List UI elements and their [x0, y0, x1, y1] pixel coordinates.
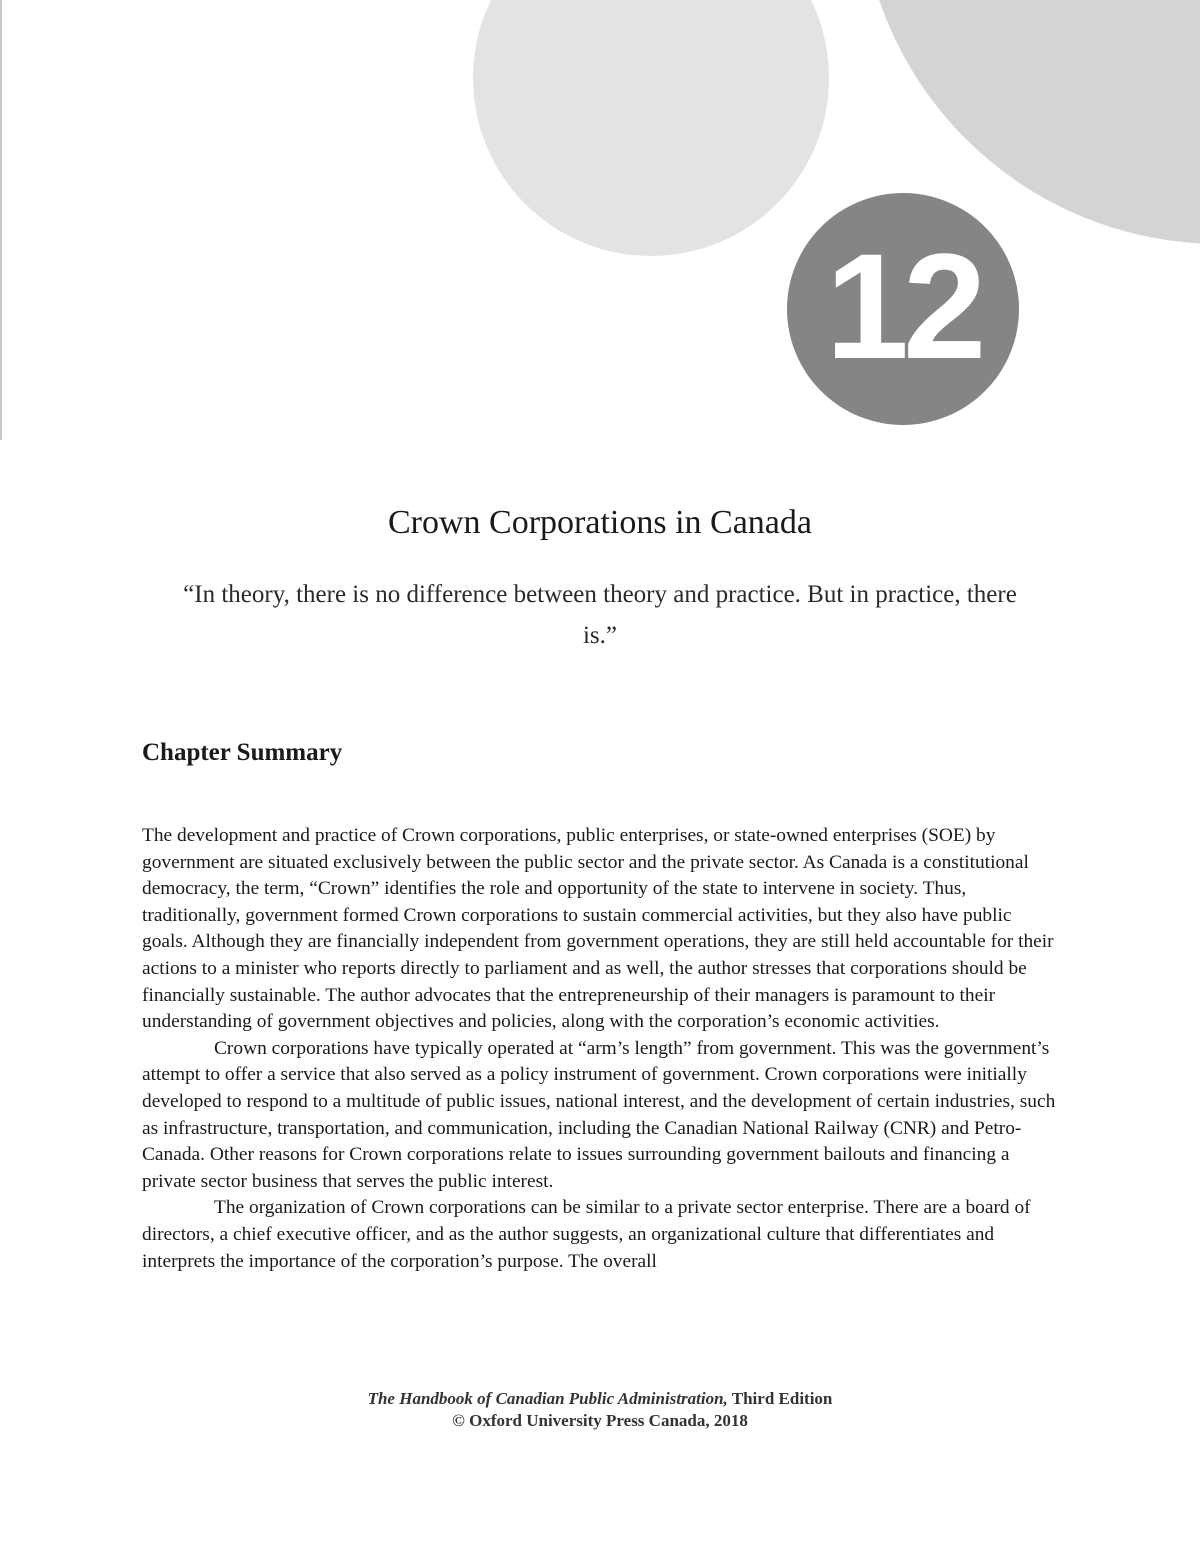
- summary-paragraph-2: Crown corporations have typically operated at “arm’s length” from government. This was the government’s attempt to offer a service that also served as a policy instrument of government. Crown corporations were initially developed to respond to a multitude of public issues, national interest, and the development of certain industries, such as infrastructure, transportation, and communication, including the Canadian National Railway (CNR) and Petro-Canada. Other reasons for Crown corporations relate to issues surrounding government bailouts and financing a private sector business that serves the public interest.: [142, 1037, 1056, 1192]
- chapter-number-badge: [787, 193, 1019, 425]
- chapter-summary-body: [142, 823, 1060, 1275]
- chapter-epigraph: “In theory, there is no difference between theory and practice. But in practice, there is.”: [183, 581, 1017, 649]
- footer-book-title: The Handbook of Canadian Public Administration,: [367, 1389, 728, 1408]
- summary-paragraph-1: The development and practice of Crown corporations, public enterprises, or state-owned enterprises (SOE) by government are situated exclusively between the public sector and the private sector. As Canada is a constitutional democracy, the term, “Crown” identifies the role and opportunity of the state to intervene in society. Thus, traditionally, government formed Crown corporations to sustain commercial activities, but they also have public goals. Although they are financially independent from government operations, they are still held accountable for their actions to a minister who reports directly to parliament and as well, the author stresses that corporations should be financially sustainable. The author advocates that the entrepreneurship of their managers is paramount to their understanding of government objectives and policies, along with the corporation’s economic activities.: [142, 825, 1054, 1033]
- chapter-title: Crown Corporations in Canada: [388, 504, 812, 541]
- section-heading: Chapter Summary: [142, 739, 343, 766]
- decorative-circle-light: [473, 0, 829, 256]
- footer-edition: Third Edition: [727, 1389, 833, 1408]
- page-edge-line: [0, 0, 2, 440]
- footer-book-line: [0, 1388, 1200, 1410]
- chapter-number: 12: [825, 222, 981, 390]
- summary-paragraph-3: The organization of Crown corporations can be similar to a private sector enterprise. There are a board of directors, a chief executive officer, and as the author suggests, an organizational culture that differentiates and interprets the importance of the corporation’s purpose. The overall: [142, 1197, 1031, 1272]
- page-footer: [0, 1388, 1200, 1432]
- footer-copyright: © Oxford University Press Canada, 2018: [452, 1411, 748, 1430]
